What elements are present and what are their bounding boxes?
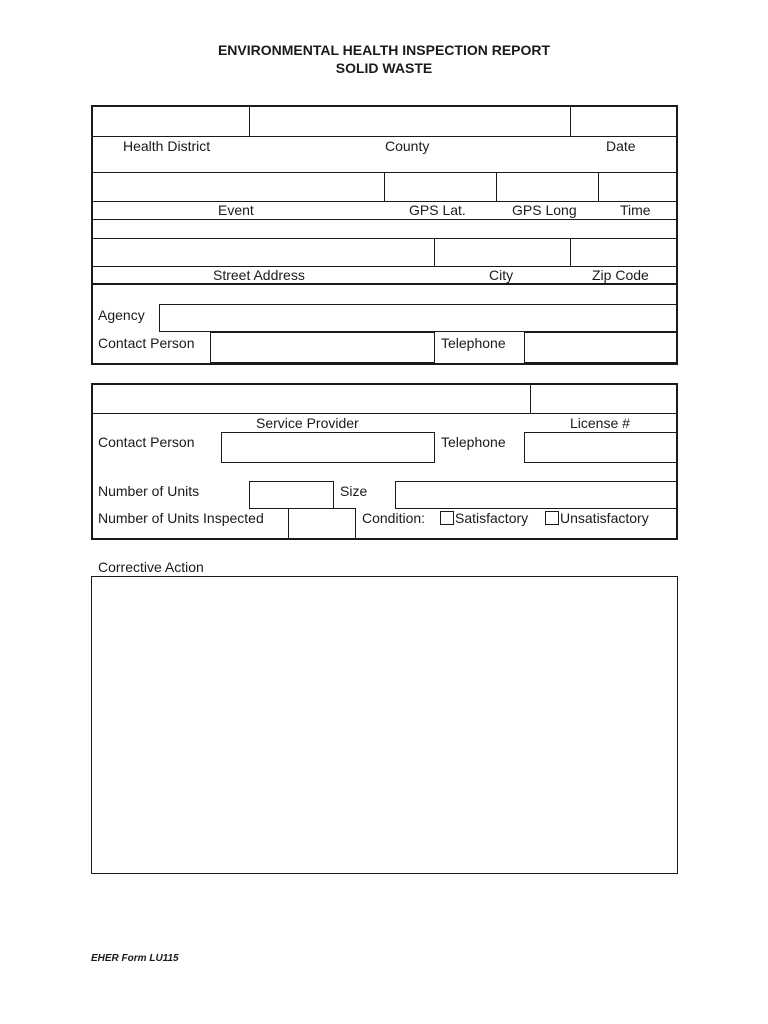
event-label: Event [218,202,254,218]
contact-person-field[interactable] [210,332,435,363]
size-field[interactable] [395,481,677,509]
provider-contact-person-field[interactable] [221,432,435,463]
corrective-action-field[interactable] [91,576,678,874]
form-id: EHER Form LU115 [91,953,179,964]
health-district-field[interactable] [93,107,249,136]
gps-lat-label: GPS Lat. [409,202,466,218]
health-district-label: Health District [123,138,211,154]
street-address-field[interactable] [93,239,434,266]
telephone-label: Telephone [441,335,506,351]
report-subtitle: SOLID WASTE [335,60,433,76]
service-provider-field[interactable] [93,385,530,413]
condition-label: Condition: [362,510,426,526]
license-field[interactable] [531,385,676,413]
telephone-field[interactable] [524,332,677,363]
event-field[interactable] [93,173,384,201]
gps-long-field[interactable] [497,173,598,201]
zip-code-field[interactable] [571,239,676,266]
date-field[interactable] [571,107,676,136]
contact-person-label: Contact Person [98,335,195,351]
report-title: ENVIRONMENTAL HEALTH INSPECTION REPORT [217,42,551,58]
number-of-units-inspected-label: Number of Units Inspected [98,510,264,526]
county-label: County [385,138,430,154]
divider [93,219,676,220]
number-of-units-field[interactable] [249,481,334,509]
divider [93,413,676,414]
license-label: License # [570,415,630,431]
divider [93,266,676,267]
corrective-action-label: Corrective Action [98,559,204,575]
divider [93,136,676,137]
provider-telephone-label: Telephone [441,434,506,450]
provider-telephone-field[interactable] [524,432,677,463]
satisfactory-option-label: Satisfactory [455,510,529,526]
provider-contact-person-label: Contact Person [98,434,195,450]
divider [93,283,676,285]
zip-code-label: Zip Code [592,267,649,283]
agency-label: Agency [98,307,145,323]
date-label: Date [606,138,636,154]
unsatisfactory-option-label: Unsatisfactory [560,510,649,526]
size-label: Size [340,483,368,499]
gps-lat-field[interactable] [385,173,496,201]
agency-field[interactable] [159,304,677,332]
street-address-label: Street Address [213,267,305,283]
gps-long-label: GPS Long [512,202,577,218]
satisfactory-checkbox[interactable] [440,511,454,525]
service-provider-label: Service Provider [256,415,359,431]
city-label: City [489,267,514,283]
number-of-units-inspected-field[interactable] [288,508,356,539]
divider [93,201,676,202]
time-label: Time [620,202,651,218]
unsatisfactory-checkbox[interactable] [545,511,559,525]
city-field[interactable] [435,239,570,266]
county-field[interactable] [250,107,570,136]
number-of-units-label: Number of Units [98,483,200,499]
time-field[interactable] [599,173,676,201]
